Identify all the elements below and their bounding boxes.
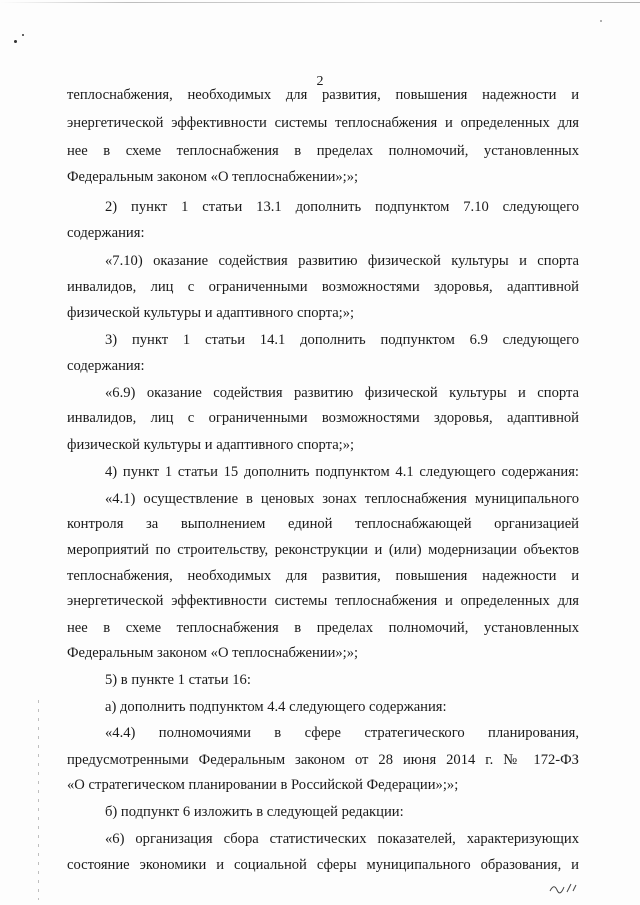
scan-speck [600, 20, 602, 22]
text-line: 5) в пункте 1 статьи 16: [105, 672, 251, 688]
text-line: Федеральным законом «О теплоснабжении»;»; [67, 645, 359, 661]
text-line: физической культуры и адаптивного спорта;»; [67, 305, 355, 321]
text-line: нее в схеме теплоснабжения в пределах полномочий, установленных [67, 143, 579, 159]
text-line: «О стратегическом планировании в Российской Федерации»;»; [67, 777, 459, 793]
text-line: «4.1) осуществление в ценовых зонах теплоснабжения муниципального [105, 491, 579, 507]
text-line: б) подпункт 6 изложить в следующей редакции: [105, 804, 404, 820]
text-line: 4) пункт 1 статьи 15 дополнить подпунктом 4.1 следующего содержания: [105, 464, 579, 480]
handwritten-mark [548, 879, 578, 895]
text-line: а) дополнить подпунктом 4.4 следующего содержания: [105, 699, 447, 715]
text-line: инвалидов, лиц с ограниченными возможностями здоровья, адаптивной [67, 410, 579, 426]
text-line: мероприятий по строительству, реконструкции и (или) модернизации объектов [67, 542, 579, 558]
text-line: «6.9) оказание содействия развитию физической культуры и спорта [105, 385, 579, 401]
text-line: теплоснабжения, необходимых для развития, повышения надежности и [67, 87, 579, 103]
text-line: энергетической эффективности системы теплоснабжения и определенных для [67, 115, 579, 131]
scan-edge [0, 2, 640, 3]
text-line: Федеральным законом «О теплоснабжении»;»; [67, 169, 359, 185]
page-number: 2 [316, 74, 324, 89]
text-line: 3) пункт 1 статьи 14.1 дополнить подпунктом 6.9 следующего [105, 332, 579, 348]
text-line: физической культуры и адаптивного спорта;»; [67, 437, 355, 453]
text-line: содержания: [67, 225, 145, 241]
text-line: 2) пункт 1 статьи 13.1 дополнить подпунктом 7.10 следующего [105, 199, 579, 215]
text-line: «7.10) оказание содействия развитию физической культуры и спорта [105, 253, 579, 269]
text-line: «6) организация сбора статистических показателей, характеризующих [105, 831, 579, 847]
text-line: энергетической эффективности системы теплоснабжения и определенных для [67, 593, 579, 609]
text-line: контроля за выполнением единой теплоснабжающей организацией [67, 516, 579, 532]
text-line: предусмотренными Федеральным законом от 28 июня 2014 г. № 172-ФЗ [67, 752, 579, 768]
text-line: теплоснабжения, необходимых для развития, повышения надежности и [67, 568, 579, 584]
text-line: содержания: [67, 358, 145, 374]
scan-edge-left [38, 700, 39, 900]
text-line: нее в схеме теплоснабжения в пределах полномочий, установленных [67, 620, 579, 636]
scan-speck [14, 40, 17, 43]
text-line: состояние экономики и социальной сферы муниципального образования, и [67, 857, 579, 873]
text-line: «4.4) полномочиями в сфере стратегического планирования, [105, 725, 579, 741]
text-line: инвалидов, лиц с ограниченными возможностями здоровья, адаптивной [67, 279, 579, 295]
scan-speck [22, 34, 24, 36]
